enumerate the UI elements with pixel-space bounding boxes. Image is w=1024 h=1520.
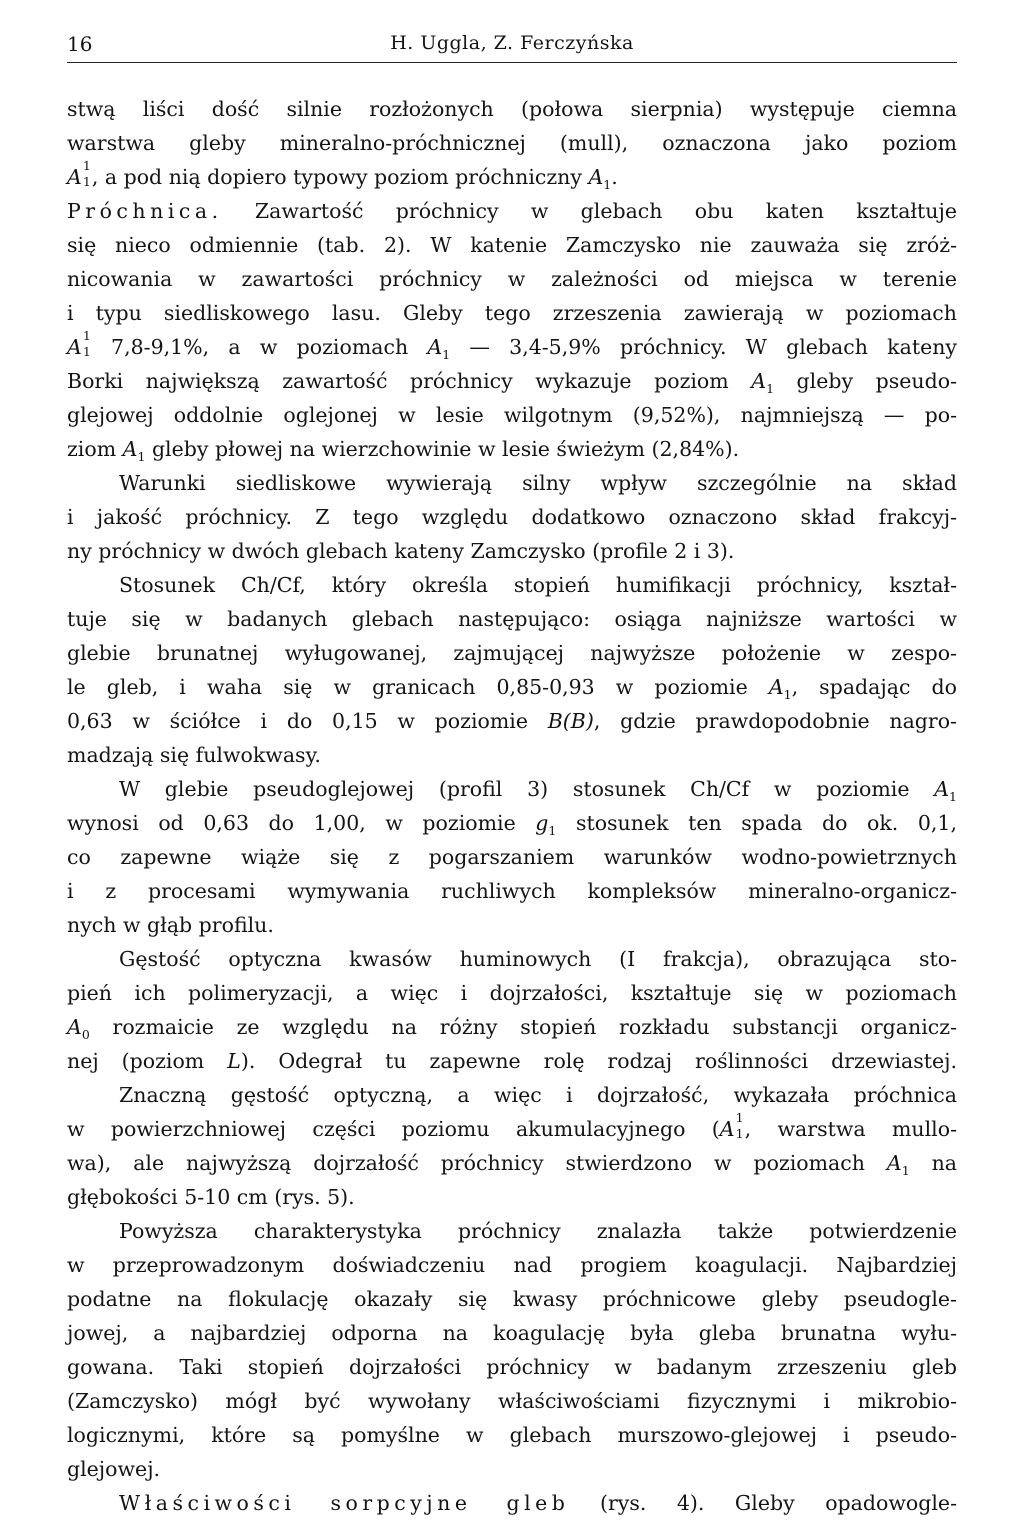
text-line: [67, 874, 957, 908]
text-run: (Zamczysko) mógł być wywołany właściwościami fizycznymi i mikrobio-: [67, 1389, 957, 1413]
text-run: i z procesami wymywania ruchliwych kompleksów mineralno-organicz-: [67, 879, 957, 903]
superscript: 1: [82, 158, 91, 173]
italic-symbol: A: [122, 437, 138, 461]
text-run: W glebie pseudoglejowej (profil 3) stosunek Ch/Cf w poziomie: [119, 777, 935, 801]
superscript-subscript: [82, 158, 92, 189]
italic-symbol: A: [751, 369, 767, 393]
text-run: Borki największą zawartość próchnicy wykazuje poziom: [67, 369, 752, 393]
text-run: , warstwa mullo-: [744, 1117, 957, 1141]
italic-symbol: g: [535, 811, 549, 835]
subscript: 1: [82, 174, 91, 189]
text-line: [119, 1486, 957, 1520]
text-line: [67, 92, 957, 126]
text-line: [67, 500, 957, 534]
text-run: madzają się fulwokwasy.: [67, 743, 321, 767]
text-line: [67, 228, 957, 262]
text-run: .: [611, 165, 618, 189]
superscript-subscript: [82, 328, 92, 359]
subscript: 1: [137, 449, 146, 465]
text-run: 7,8-9,1%, a w poziomach: [91, 335, 428, 359]
text-line: [67, 806, 957, 840]
text-run: glejowej oddolnie oglejonej w lesie wilgotnym (9,52%), najmniejszą — po-: [67, 403, 957, 427]
italic-symbol: A: [67, 165, 82, 189]
italic-symbol: A: [67, 335, 82, 359]
text-line: [67, 534, 957, 568]
superscript-subscript: [735, 1110, 745, 1141]
text-run: , a pod nią dopiero typowy poziom próchniczny: [91, 165, 589, 189]
text-run: (rys. 4). Gleby opadowogle-: [569, 1491, 957, 1515]
text-line: [119, 1078, 957, 1112]
text-run: glejowej.: [67, 1457, 161, 1481]
text-run: ny próchnicy w dwóch glebach kateny Zamczysko (profile 2 i 3).: [67, 539, 735, 563]
subscript: 1: [82, 344, 91, 359]
spaced-heading: Właściwości sorpcyjne gleb: [119, 1491, 570, 1515]
text-run: Znaczną gęstość optyczną, a więc i dojrzałość, wykazała próchnica: [119, 1083, 957, 1107]
text-run: ziom: [67, 437, 123, 461]
subscript: 1: [766, 381, 775, 397]
text-line: [119, 772, 957, 806]
text-line: [67, 1384, 957, 1418]
subscript: 1: [442, 347, 451, 363]
text-line: [67, 160, 957, 194]
italic-symbol: A: [67, 1015, 82, 1039]
subscript: 1: [783, 687, 792, 703]
text-run: nicowania w zawartości próchnicy w zależności od miejsca w terenie: [67, 267, 957, 291]
italic-symbol: A: [588, 165, 604, 189]
text-line: [67, 1180, 957, 1214]
text-line: [119, 466, 957, 500]
text-run: Gęstość optyczna kwasów huminowych (I frakcja), obrazująca sto-: [119, 947, 957, 971]
spaced-heading: Próchnica.: [67, 199, 223, 223]
text-run: le gleb, i waha się w granicach 0,85-0,93 w poziomie: [67, 675, 769, 699]
text-run: jowej, a najbardziej odporna na koagulację była gleba brunatna wyłu-: [67, 1321, 957, 1345]
text-run: glebie brunatnej wyługowanej, zajmującej najwyższe położenie w zespo-: [67, 641, 957, 665]
text-run: Stosunek Ch/Cf, który określa stopień humifikacji próchnicy, kształ-: [119, 573, 957, 597]
italic-symbol: L: [227, 1049, 241, 1073]
text-line: [67, 364, 957, 398]
text-line: [67, 1350, 957, 1384]
subscript: 0: [81, 1027, 90, 1043]
text-line: [67, 126, 957, 160]
text-run: głębokości 5-10 cm (rys. 5).: [67, 1185, 355, 1209]
text-run: , gdzie prawdopodobnie nagro-: [593, 709, 957, 733]
text-line: [67, 602, 957, 636]
text-line: [67, 636, 957, 670]
subscript: 1: [603, 177, 612, 193]
text-line: [67, 262, 957, 296]
text-line: [67, 1112, 957, 1146]
text-run: nych w głąb profilu.: [67, 913, 274, 937]
text-line: [119, 1214, 957, 1248]
subscript: 1: [735, 1126, 744, 1141]
text-run: się nieco odmiennie (tab. 2). W katenie Zamczysko nie zauważa się zróż-: [67, 233, 957, 257]
text-line: [67, 1248, 957, 1282]
text-run: Zawartość próchnicy w glebach obu katen kształtuje: [222, 199, 957, 223]
text-line: [67, 296, 957, 330]
subscript: 1: [949, 789, 957, 805]
text-line: [67, 908, 957, 942]
text-run: wynosi od 0,63 do 1,00, w poziomie: [67, 811, 536, 835]
text-run: pień ich polimeryzacji, a więc i dojrzałości, kształtuje się w poziomach: [67, 981, 957, 1005]
text-line: [67, 330, 957, 364]
italic-symbol: A: [934, 777, 950, 801]
text-line: [67, 976, 957, 1010]
text-line: [119, 942, 957, 976]
text-run: stosunek ten spada do ok. 0,1,: [556, 811, 957, 835]
text-run: w przeprowadzonym doświadczeniu nad progiem koagulacji. Najbardziej: [67, 1253, 957, 1277]
superscript: 1: [82, 328, 91, 343]
text-line: [67, 1044, 957, 1078]
page-header: [67, 30, 957, 63]
text-line: [67, 1452, 957, 1486]
subscript: 1: [548, 823, 557, 839]
superscript: 1: [735, 1110, 744, 1125]
subscript: 1: [901, 1163, 910, 1179]
text-line: [67, 1316, 957, 1350]
text-run: Powyższa charakterystyka próchnicy znalazła także potwierdzenie: [119, 1219, 957, 1243]
text-run: gleby pseudo-: [774, 369, 957, 393]
text-run: gowana. Taki stopień dojrzałości próchnicy w badanym zrzeszeniu gleb: [67, 1355, 957, 1379]
text-run: — 3,4-5,9% próchnicy. W glebach kateny: [450, 335, 957, 359]
text-line: [67, 1418, 957, 1452]
text-line: [67, 398, 957, 432]
text-run: gleby płowej na wierzchowinie w lesie świeżym (2,84%).: [145, 437, 740, 461]
text-run: co zapewne wiąże się z pogarszaniem warunków wodno-powietrznych: [67, 845, 957, 869]
text-run: rozmaicie ze względu na różny stopień rozkładu substancji organicz-: [89, 1015, 957, 1039]
text-line: [67, 194, 957, 228]
text-run: stwą liści dość silnie rozłożonych (połowa sierpnia) występuje ciemna: [67, 97, 957, 121]
text-run: 0,63 w ściółce i do 0,15 w poziomie: [67, 709, 548, 733]
text-run: nej (poziom: [67, 1049, 228, 1073]
italic-symbol: A: [719, 1117, 735, 1141]
page-number: 16: [67, 32, 93, 56]
text-line: [67, 738, 957, 772]
running-head: H. Uggla, Z. Ferczyńska: [390, 32, 634, 54]
text-run: podatne na flokulację okazały się kwasy próchnicowe gleby pseudogle-: [67, 1287, 957, 1311]
text-run: i jakość próchnicy. Z tego względu dodatkowo oznaczono skład frakcyj-: [67, 505, 957, 529]
text-run: warstwa gleby mineralno-próchnicznej (mull), oznaczona jako poziom: [67, 131, 957, 155]
text-line: [67, 704, 957, 738]
text-line: [67, 840, 957, 874]
italic-symbol: B(B): [547, 709, 594, 733]
text-line: [67, 1146, 957, 1180]
text-run: tuje się w badanych glebach następująco: osiąga najniższe wartości w: [67, 607, 957, 631]
text-line: [67, 1010, 957, 1044]
text-run: , spadając do: [791, 675, 957, 699]
italic-symbol: A: [768, 675, 784, 699]
text-line: [67, 670, 957, 704]
text-run: na: [909, 1151, 958, 1175]
text-line: [67, 1282, 957, 1316]
text-run: Warunki siedliskowe wywierają silny wpływ szczególnie na skład: [119, 471, 957, 495]
italic-symbol: A: [886, 1151, 902, 1175]
italic-symbol: A: [427, 335, 443, 359]
text-run: i typu siedliskowego lasu. Gleby tego zrzeszenia zawierają w poziomach: [67, 301, 957, 325]
text-line: [119, 568, 957, 602]
text-run: wa), ale najwyższą dojrzałość próchnicy stwierdzono w poziomach: [67, 1151, 887, 1175]
text-run: ). Odegrał tu zapewne rolę rodzaj roślinności drzewiastej.: [240, 1049, 958, 1073]
text-line: [67, 432, 957, 466]
text-run: logicznymi, które są pomyślne w glebach murszowo-glejowej i pseudo-: [67, 1423, 957, 1447]
text-run: w powierzchniowej części poziomu akumulacyjnego (: [67, 1117, 720, 1141]
